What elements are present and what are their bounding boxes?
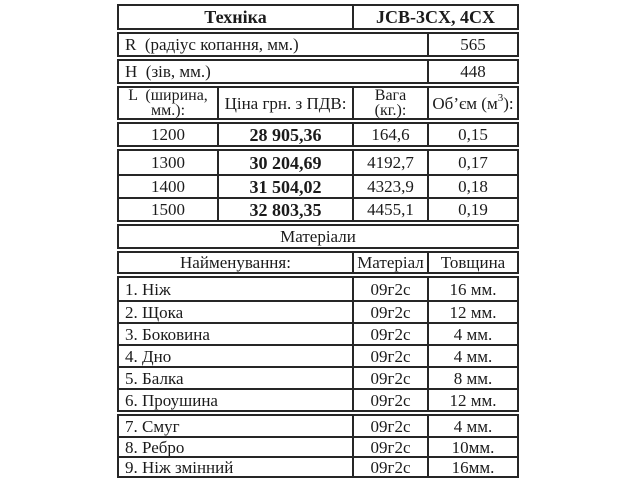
radius-label-cell: R (радіус копання, мм.) bbox=[125, 35, 299, 54]
volume-header-suffix: ): bbox=[503, 93, 514, 113]
materials-rows-section-2 bbox=[117, 414, 519, 478]
jaw-label-cell: H (зів, мм.) bbox=[125, 62, 211, 81]
materials-header-section bbox=[117, 251, 519, 274]
col-header-width-line1: L (ширина, bbox=[128, 88, 208, 104]
material-thickness-cell: 12 мм. bbox=[427, 390, 517, 410]
col-header-width bbox=[119, 88, 217, 118]
material-thickness-cell: 16мм. bbox=[427, 458, 517, 476]
material-name-cell: 7. Смуг bbox=[125, 416, 180, 436]
table-row bbox=[119, 6, 517, 28]
table-row bbox=[119, 416, 517, 436]
volume-cell: 0,15 bbox=[427, 124, 517, 145]
material-thickness-cell: 12 мм. bbox=[427, 302, 517, 322]
table-row bbox=[119, 174, 517, 197]
material-grade-cell: 09г2с bbox=[352, 416, 427, 436]
weight-cell: 4455,1 bbox=[352, 199, 427, 220]
volume-header-text: Об’єм (м bbox=[432, 93, 498, 113]
material-grade-cell: 09г2с bbox=[352, 368, 427, 388]
equipment-model-cell: JCB-3CX, 4CX bbox=[352, 6, 517, 28]
table-row bbox=[119, 124, 517, 145]
material-thickness-cell: 4 мм. bbox=[427, 416, 517, 436]
material-grade-cell: 09г2с bbox=[352, 324, 427, 344]
width-cell: 1500 bbox=[151, 200, 185, 219]
weight-cell: 4323,9 bbox=[352, 176, 427, 197]
material-name-cell: 8. Ребро bbox=[125, 438, 185, 456]
price-cell: 28 905,36 bbox=[217, 124, 352, 145]
material-name-cell: 4. Дно bbox=[125, 346, 172, 366]
materials-title-section bbox=[117, 224, 519, 249]
table-header-row bbox=[119, 253, 517, 272]
table-row bbox=[119, 278, 517, 300]
material-name-cell: 2. Щока bbox=[125, 302, 184, 322]
radius-section bbox=[117, 32, 519, 57]
weight-cell: 164,6 bbox=[352, 124, 427, 145]
table-row bbox=[119, 226, 517, 247]
materials-title: Матеріали bbox=[280, 227, 356, 246]
material-name-cell: 5. Балка bbox=[125, 368, 184, 388]
width-cell: 1300 bbox=[151, 153, 185, 172]
material-name-cell: 1. Ніж bbox=[125, 279, 171, 299]
material-thickness-cell: 10мм. bbox=[427, 438, 517, 456]
table-header-row bbox=[119, 88, 517, 118]
table-row bbox=[119, 151, 517, 174]
table-row bbox=[119, 34, 517, 55]
material-grade-cell: 09г2с bbox=[352, 458, 427, 476]
material-name-cell: 3. Боковина bbox=[125, 324, 210, 344]
col-header-name: Найменування: bbox=[180, 253, 291, 272]
material-name-cell: 6. Проушина bbox=[125, 390, 218, 410]
width-cell: 1400 bbox=[151, 177, 185, 196]
price-rows-section bbox=[117, 149, 519, 222]
price-row-1200-section bbox=[117, 122, 519, 147]
width-cell: 1200 bbox=[151, 125, 185, 144]
weight-cell: 4192,7 bbox=[352, 151, 427, 174]
table-row bbox=[119, 366, 517, 388]
col-header-width-line2: мм.): bbox=[150, 102, 186, 118]
material-thickness-cell: 16 мм. bbox=[427, 278, 517, 300]
table-row bbox=[119, 197, 517, 220]
price-cell: 32 803,35 bbox=[217, 199, 352, 220]
col-header-price: Ціна грн. з ПДВ: bbox=[217, 88, 352, 118]
material-thickness-cell: 4 мм. bbox=[427, 324, 517, 344]
material-grade-cell: 09г2с bbox=[352, 346, 427, 366]
material-grade-cell: 09г2с bbox=[352, 390, 427, 410]
col-header-thickness: Товщина bbox=[427, 253, 517, 272]
volume-cell: 0,18 bbox=[427, 176, 517, 197]
radius-value-cell: 565 bbox=[427, 34, 517, 55]
table-row bbox=[119, 61, 517, 82]
volume-cell: 0,17 bbox=[427, 151, 517, 174]
columns-header-section bbox=[117, 86, 519, 120]
material-grade-cell: 09г2с bbox=[352, 438, 427, 456]
jaw-section bbox=[117, 59, 519, 84]
material-thickness-cell: 4 мм. bbox=[427, 346, 517, 366]
col-header-weight-line2: (кг.): bbox=[374, 102, 407, 118]
material-name-cell: 9. Ніж змінний bbox=[125, 458, 234, 476]
material-grade-cell: 09г2с bbox=[352, 302, 427, 322]
table-row bbox=[119, 388, 517, 410]
table-row bbox=[119, 344, 517, 366]
table-row bbox=[119, 300, 517, 322]
volume-cell: 0,19 bbox=[427, 199, 517, 220]
materials-rows-section-1 bbox=[117, 276, 519, 412]
price-cell: 30 204,69 bbox=[217, 151, 352, 174]
material-thickness-cell: 8 мм. bbox=[427, 368, 517, 388]
col-header-weight-line1: Вага bbox=[374, 88, 407, 104]
equipment-header-section bbox=[117, 4, 519, 30]
price-table-document bbox=[117, 4, 519, 478]
table-row bbox=[119, 456, 517, 476]
price-cell: 31 504,02 bbox=[217, 176, 352, 197]
material-grade-cell: 09г2с bbox=[352, 278, 427, 300]
col-header-material: Матеріал bbox=[352, 253, 427, 272]
table-row bbox=[119, 322, 517, 344]
col-header-weight bbox=[352, 88, 427, 118]
col-header-volume: Об’єм (м $^3$ ): bbox=[427, 88, 517, 118]
jaw-value-cell: 448 bbox=[427, 61, 517, 82]
table-row bbox=[119, 436, 517, 456]
equipment-title-cell: Техніка bbox=[204, 7, 267, 27]
